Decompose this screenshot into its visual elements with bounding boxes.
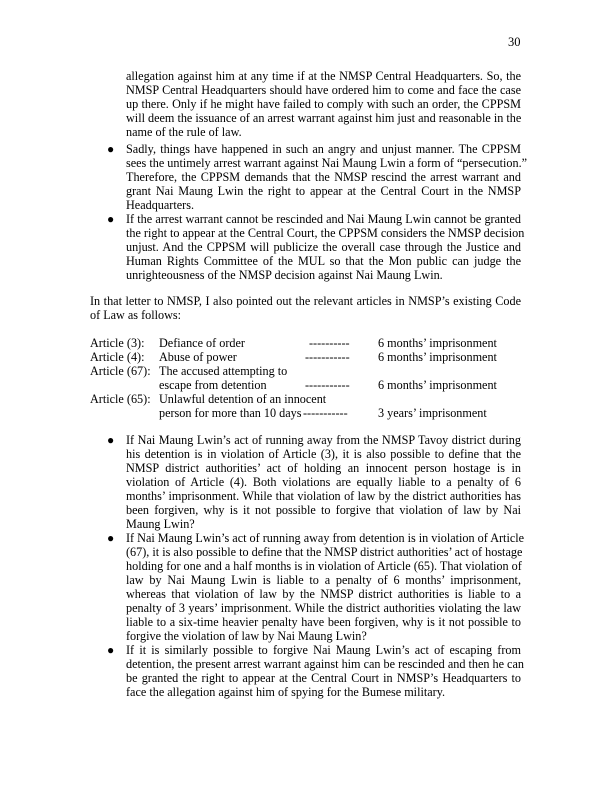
- text-line: holding for one and a half months is in violation of Article (65). That violation of: [126, 559, 522, 573]
- text-line: will deem the issuance of an arrest warrant against him just and reasonable in the: [126, 111, 522, 125]
- bullet-icon: ●: [107, 142, 115, 156]
- text-line: In that letter to NMSP, I also pointed out the relevant articles in NMSP’s existing Code: [90, 294, 521, 308]
- text-line: penalty of 3 years’ imprisonment. While the district authorities violating the law: [126, 601, 521, 615]
- text-line: his detention is in violation of Article (3), it is also possible to define that the: [126, 447, 521, 461]
- article-desc: Defiance of order: [159, 336, 245, 350]
- bullet-icon: ●: [107, 433, 115, 447]
- bullet-icon: ●: [107, 643, 115, 657]
- bullet-icon: ●: [107, 212, 115, 226]
- text-line: If Nai Maung Lwin’s act of running away from detention is in violation of Article: [126, 531, 525, 545]
- text-line: Sadly, things have happened in such an angry and unjust manner. The CPPSM: [126, 142, 521, 156]
- text-line: detention, the present arrest warrant against him can be rescinded and then he can: [126, 657, 524, 671]
- text-line: If Nai Maung Lwin’s act of running away from the NMSP Tavoy district during: [126, 433, 521, 447]
- text-line: violation of Article (4). Both violations are equally liable to a penalty of 6: [126, 475, 521, 489]
- article-dash: ----------: [309, 336, 350, 350]
- text-line: If it is similarly possible to forgive Nai Maung Lwin’s act of escaping from: [126, 643, 521, 657]
- text-line: whereas that violation of law by the NMSP district authorities is liable to a: [126, 587, 521, 601]
- text-line: NMSP district authorities’ act of holding an innocent person hostage is in: [126, 461, 521, 475]
- article-dash: -----------: [305, 378, 350, 392]
- article-ref: Article (4):: [90, 350, 145, 364]
- text-line: name of the rule of law.: [126, 125, 242, 139]
- article-penalty: 3 years’ imprisonment: [378, 406, 487, 420]
- article-penalty: 6 months’ imprisonment: [378, 350, 497, 364]
- text-line: unjust. And the CPPSM will publicize the overall case through the Justice and: [126, 240, 521, 254]
- article-dash: -----------: [305, 350, 350, 364]
- text-line: Maung Lwin?: [126, 517, 195, 531]
- text-line: months’ imprisonment. While that violation of law by the district authorities has: [126, 489, 521, 503]
- article-penalty: 6 months’ imprisonment: [378, 378, 497, 392]
- text-line: the right to appear at the Central Court, the CPPSM considers the NMSP decision: [126, 226, 525, 240]
- text-line: been forgiven, why is it not possible to forgive that violation of law by Nai: [126, 503, 521, 517]
- text-line: sees the untimely arrest warrant against Nai Maung Lwin a form of “persecution.”: [126, 156, 528, 170]
- bullet-icon: ●: [107, 531, 115, 545]
- text-line: be granted the right to appear at the Central Court in NMSP’s Headquarters to: [126, 671, 521, 685]
- text-line: unrighteousness of the NMSP decision against Nai Maung Lwin.: [126, 268, 443, 282]
- text-line: face the allegation against him of spying for the Bumese military.: [126, 685, 446, 699]
- article-ref: Article (65):: [90, 392, 151, 406]
- text-line: forgive the violation of law by Nai Maung Lwin?: [126, 629, 367, 643]
- text-line: Human Rights Committee of the MUL so that the Mon public can judge the: [126, 254, 521, 268]
- text-line: liable to a six-time heavier penalty have been forgiven, why is it not possible to: [126, 615, 521, 629]
- article-desc: The accused attempting to: [159, 364, 288, 378]
- article-ref: Article (67):: [90, 364, 151, 378]
- page-number: 30: [508, 35, 521, 49]
- article-dash: -----------: [303, 406, 348, 420]
- text-line: law by Nai Maung Lwin is liable to a penalty of 6 months’ imprisonment,: [126, 573, 521, 587]
- article-desc: escape from detention: [159, 378, 267, 392]
- article-desc: Unlawful detention of an innocent: [159, 392, 327, 406]
- text-line: grant Nai Maung Lwin the right to appear at the Central Court in the NMSP: [126, 184, 521, 198]
- text-line: Headquarters.: [126, 198, 195, 212]
- text-line: up there. Only if he might have failed to comply with such an order, the CPPSM: [126, 97, 521, 111]
- text-line: Therefore, the CPPSM demands that the NMSP rescind the arrest warrant and: [126, 170, 521, 184]
- article-desc: Abuse of power: [159, 350, 237, 364]
- article-desc: person for more than 10 days: [159, 406, 302, 420]
- text-line: allegation against him at any time if at the NMSP Central Headquarters. So, the: [126, 69, 521, 83]
- text-line: If the arrest warrant cannot be rescinded and Nai Maung Lwin cannot be granted: [126, 212, 521, 226]
- text-line: (67), it is also possible to define that the NMSP district authorities’ act of hostage: [126, 545, 523, 559]
- article-penalty: 6 months’ imprisonment: [378, 336, 497, 350]
- text-line: of Law as follows:: [90, 308, 182, 322]
- article-ref: Article (3):: [90, 336, 145, 350]
- text-line: NMSP Central Headquarters should have ordered him to come and face the case: [126, 83, 521, 97]
